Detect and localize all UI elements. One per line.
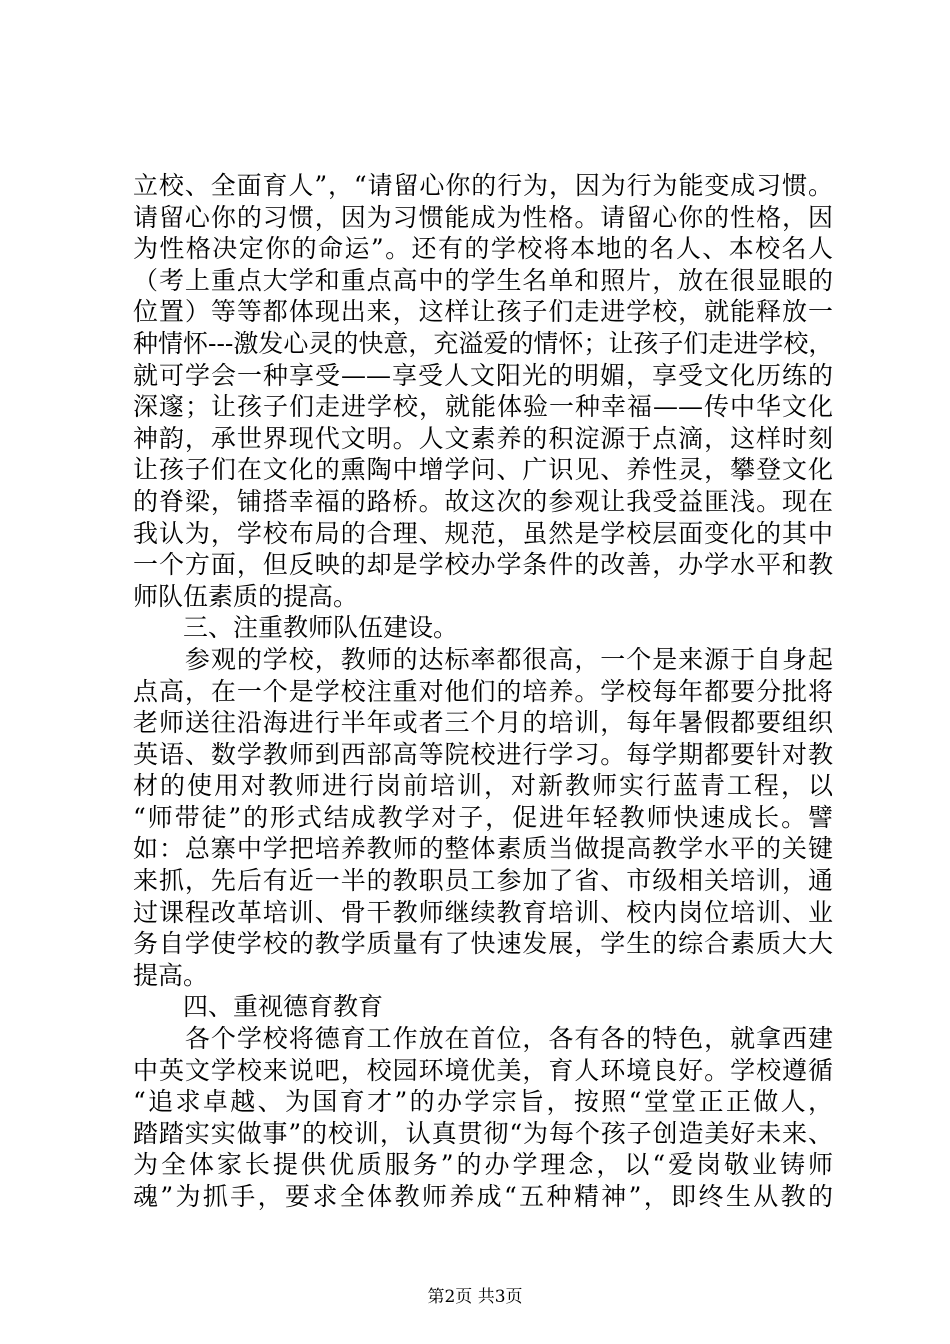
text-line: 的脊梁，铺搭幸福的路桥。故这次的参观让我受益匪浅。现在 [133, 486, 833, 516]
text-line: 神韵，承世界现代文明。人文素养的积淀源于点滴，这样时刻 [133, 423, 833, 453]
text-line: 参观的学校，教师的达标率都很高，一个是来源于自身起 [133, 644, 833, 674]
text-line: 就可学会一种享受——享受人文阳光的明媚，享受文化历练的 [133, 360, 833, 390]
text-line: 如：总寨中学把培养教师的整体素质当做提高教学水平的关键 [133, 834, 833, 864]
text-line: 各个学校将德育工作放在首位，各有各的特色，就拿西建 [133, 1024, 833, 1054]
text-line: 一个方面，但反映的却是学校办学条件的改善，办学水平和教 [133, 550, 833, 580]
text-line: 来抓，先后有近一半的教职员工参加了省、市级相关培训，通 [133, 866, 833, 896]
text-line: 我认为，学校布局的合理、规范，虽然是学校层面变化的其中 [133, 518, 833, 548]
text-line: 为性格决定你的命运”。还有的学校将本地的名人、本校名人 [133, 234, 833, 264]
text-line: 魂”为抓手，要求全体教师养成“五种精神”，即终生从教的 [133, 1182, 833, 1211]
text-line: 师队伍素质的提高。 [133, 581, 359, 611]
text-line: 种情怀---激发心灵的快意，充溢爱的情怀；让孩子们走进学校， [133, 328, 834, 358]
text-line: 过课程改革培训、骨干教师继续教育培训、校内岗位培训、业 [133, 897, 833, 927]
section-heading: 四、重视德育教育 [133, 992, 384, 1022]
text-line: 老师送往沿海进行半年或者三个月的培训，每年暑假都要组织 [133, 708, 833, 738]
text-line: 点高，在一个是学校注重对他们的培养。学校每年都要分批将 [133, 676, 833, 706]
text-line: 英语、数学教师到西部高等院校进行学习。每学期都要针对教 [133, 739, 833, 769]
text-line: 立校、全面育人”，“请留心你的行为，因为行为能变成习惯。 [133, 171, 833, 200]
page-number-footer: 第2页 共3页 [427, 1287, 523, 1307]
text-line: 为全体家长提供优质服务”的办学理念，以“爱岗敬业铸师 [133, 1150, 833, 1180]
text-line: 位置）等等都体现出来，这样让孩子们走进学校，就能释放一 [133, 297, 833, 327]
text-line: “师带徒”的形式结成教学对子，促进年轻教师快速成长。譬 [133, 802, 833, 832]
section-heading: 三、注重教师队伍建设。 [133, 613, 459, 643]
text-line: 深邃；让孩子们走进学校，就能体验一种幸福——传中华文化 [133, 392, 833, 422]
text-line: 踏踏实实做事”的校训，认真贯彻“为每个孩子创造美好未来、 [133, 1118, 833, 1148]
text-line: 提高。 [133, 960, 209, 990]
text-line: 材的使用对教师进行岗前培训，对新教师实行蓝青工程，以 [133, 771, 833, 801]
text-line: 让孩子们在文化的熏陶中增学问、广识见、养性灵，攀登文化 [133, 455, 833, 485]
text-line: “追求卓越、为国育才”的办学宗旨，按照“堂堂正正做人， [133, 1087, 833, 1117]
document-body [133, 170, 833, 1213]
text-line: （考上重点大学和重点高中的学生名单和照片，放在很显眼的 [133, 265, 833, 295]
text-line: 中英文学校来说吧，校园环境优美，育人环境良好。学校遵循 [133, 1055, 833, 1085]
text-line: 务自学使学校的教学质量有了快速发展，学生的综合素质大大 [133, 929, 833, 959]
text-line: 请留心你的习惯，因为习惯能成为性格。请留心你的性格，因 [133, 202, 833, 232]
